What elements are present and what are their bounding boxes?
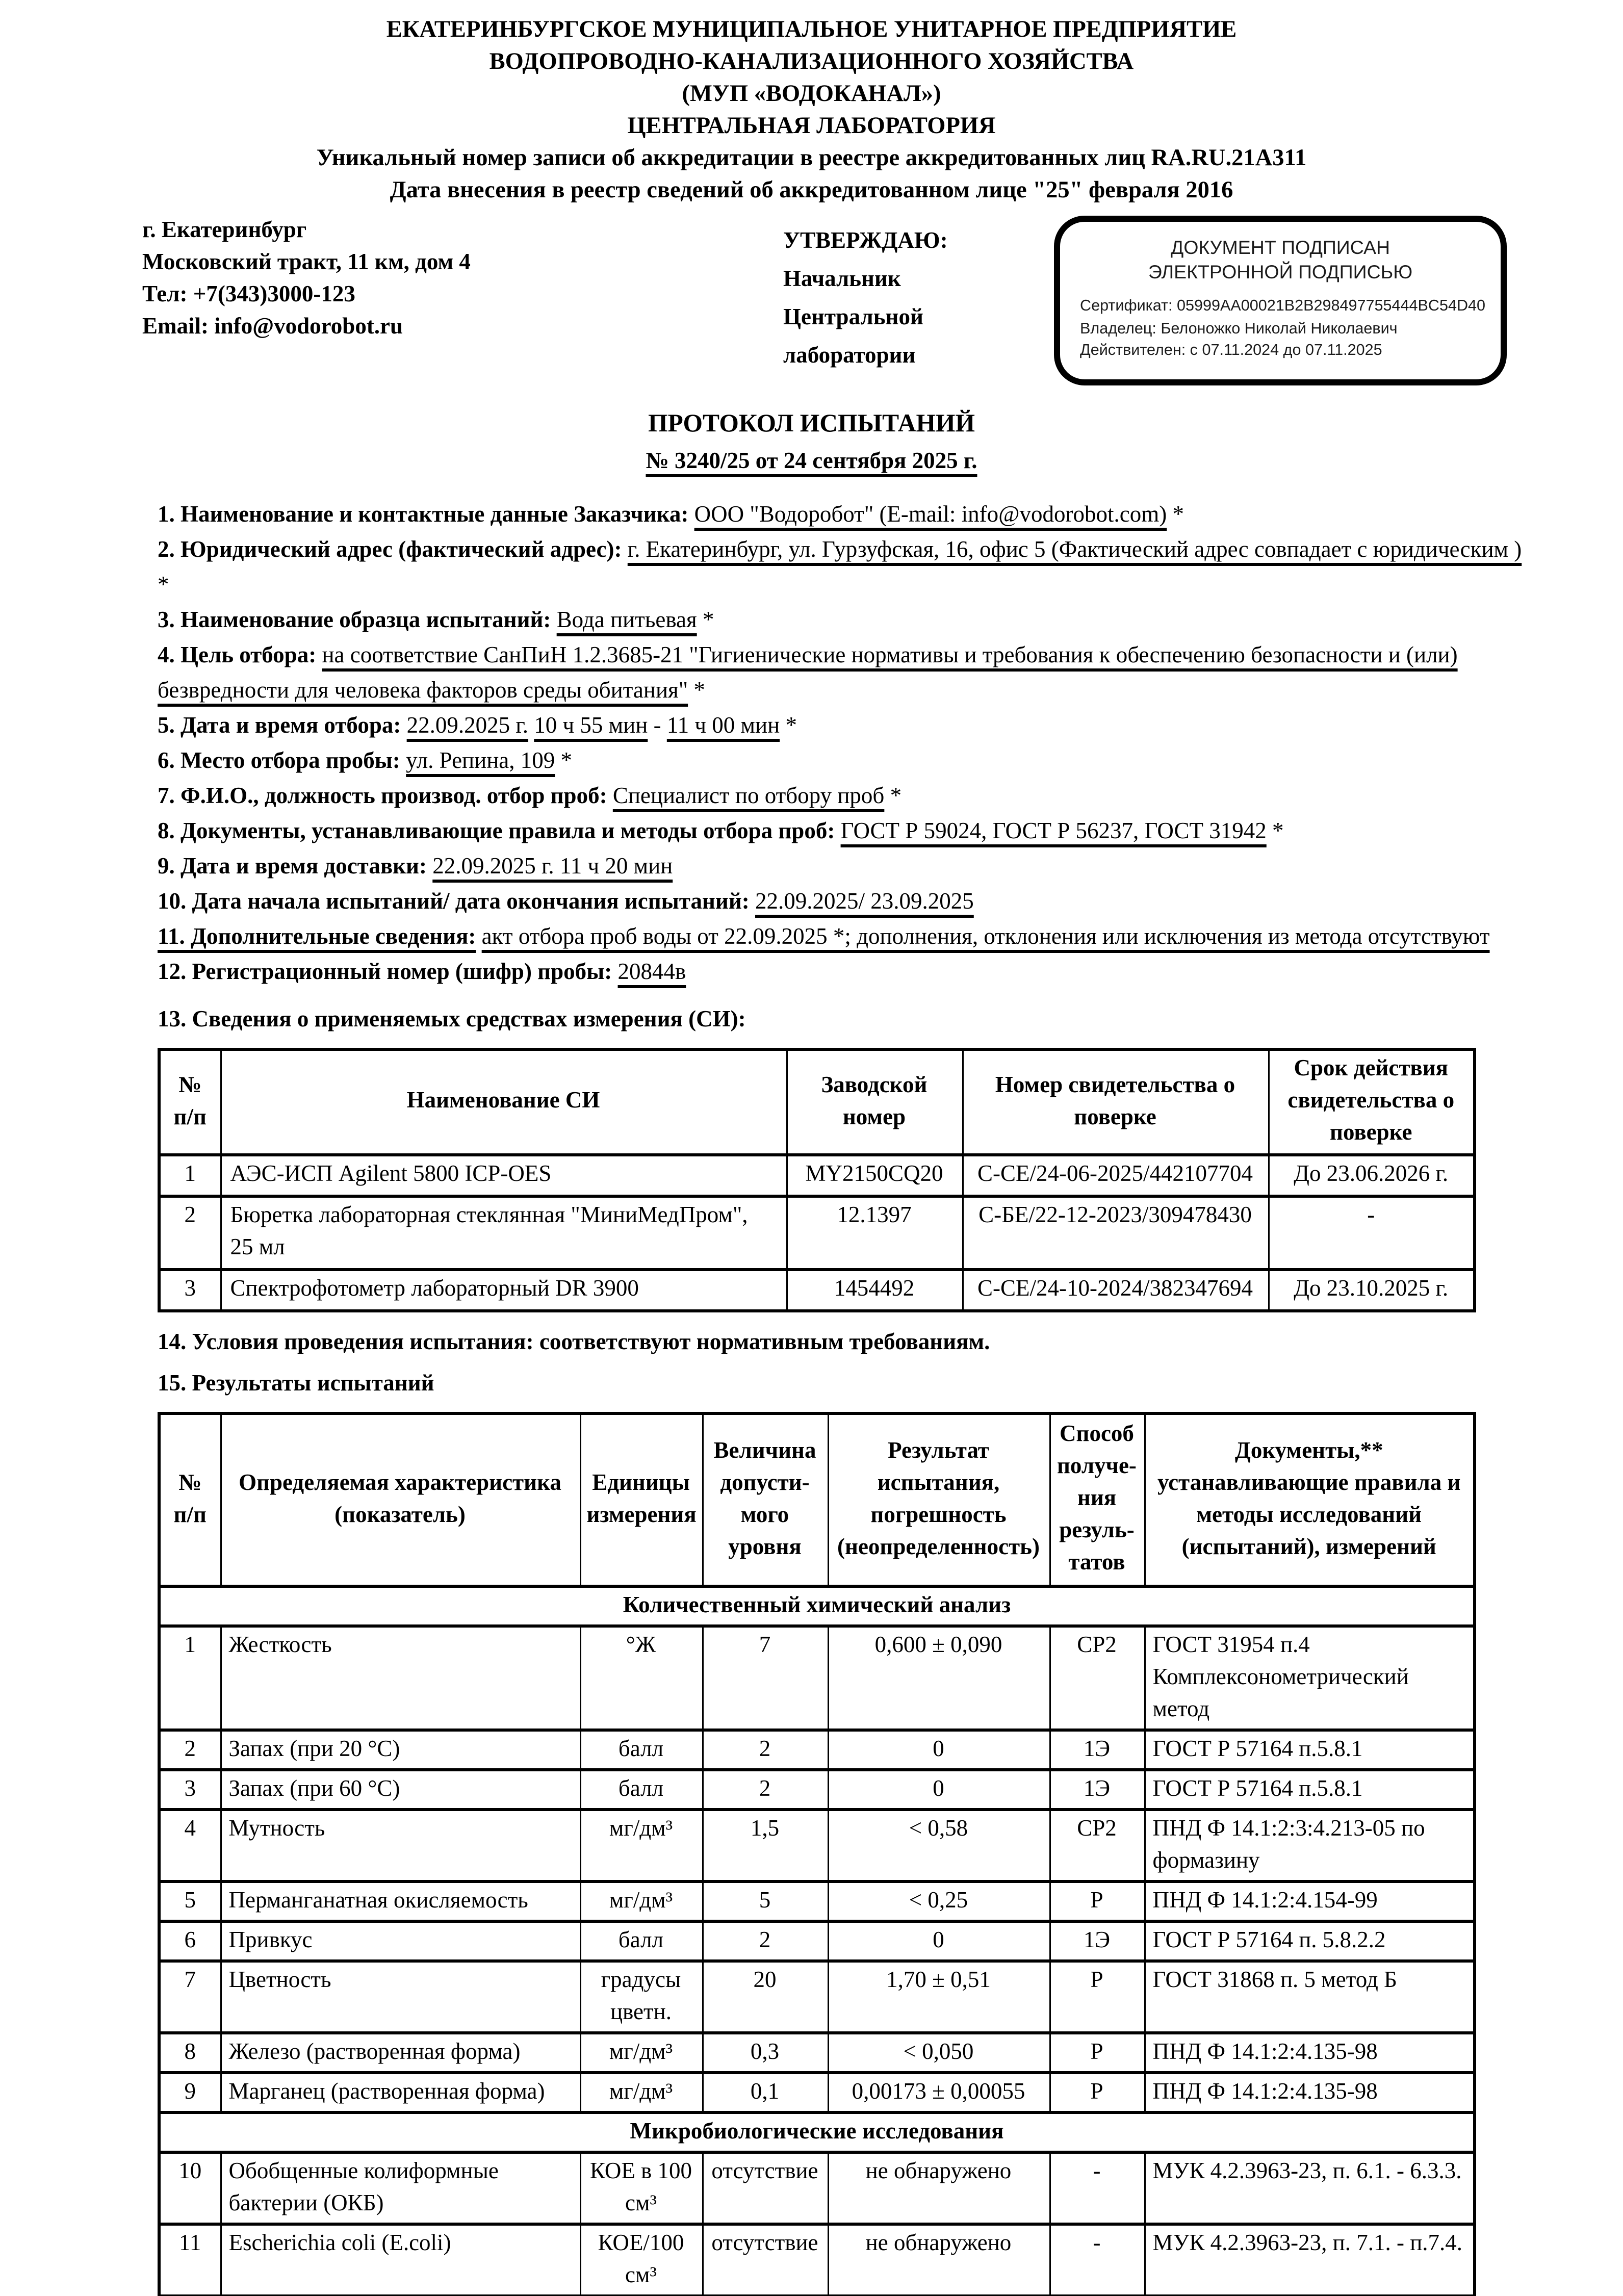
stamp-details [1080,297,1488,364]
table-row [159,1155,1475,1196]
table-section-row [159,1586,1475,1626]
table-row [159,2073,1475,2112]
table-cell: 0 [828,1730,1049,1770]
document-title: ПРОТОКОЛ ИСПЫТАНИЙ [648,408,975,437]
table-cell: Жесткость [220,1626,580,1730]
table-cell: < 0,25 [828,1881,1049,1921]
table-row [159,2224,1475,2296]
table-row [159,1810,1475,1881]
table-cell: ПНД Ф 14.1:2:4.135-98 [1144,2033,1475,2073]
protocol-item-label: 2. Юридический адрес (фактический адрес): [158,538,622,563]
protocol-item-value: * [780,714,797,739]
table-cell: ГОСТ 31868 п. 5 метод Б [1144,1961,1475,2033]
protocol-item-value: 10 ч 55 мин [534,714,648,739]
protocol-item-value: г. Екатеринбург, ул. Гурзуфская, 16, офис 5 (Фактический адрес совпадает с юридическим ) [627,538,1522,563]
protocol-item-value: 20844в [617,961,686,985]
protocol-item-value: ГОСТ Р 59024, ГОСТ Р 56237, ГОСТ 31942 [840,820,1267,844]
table-cell: - [1049,2152,1144,2224]
table-row [159,1196,1475,1270]
table-header-cell: Наименование СИ [220,1049,786,1155]
table-header-row [159,1049,1475,1155]
table-cell: Цветность [220,1961,580,2033]
org-lab-line: ЦЕНТРАЛЬНАЯ ЛАБОРАТОРИЯ [627,113,996,139]
table-cell: отсутствие [702,2152,828,2224]
table-cell: Escherichia coli (E.coli) [220,2224,580,2296]
approval-position: Начальник Центральной лаборатории [783,268,923,369]
table-section-title: Количественный химический анализ [159,1586,1475,1626]
table-cell: 10 [159,2152,220,2224]
table-cell: градусы цветн. [580,1961,702,2033]
table-cell: Перманганатная окисляемость [220,1881,580,1921]
contact-email: Email: info@vodorobot.ru [142,315,403,340]
table-row [159,1270,1475,1311]
table-cell: 1,70 ± 0,51 [828,1961,1049,2033]
table-cell: Р [1049,2073,1144,2112]
stamp-certificate: Сертификат: 05999AA00021B2B298497755444BC54D40 [1080,298,1486,315]
table-cell: 0 [828,1921,1049,1961]
table-cell: 9 [159,2073,220,2112]
stamp-title [1060,236,1501,285]
table-cell: Мутность [220,1810,580,1881]
org-name-line: ЕКАТЕРИНБУРГСКОЕ МУНИЦИПАЛЬНОЕ УНИТАРНОЕ ПРЕДПРИЯТИЕ [386,17,1237,43]
table-cell: С-СЕ/24-06-2025/442107704 [962,1155,1268,1196]
protocol-item-label: 12. Регистрационный номер (шифр) пробы: [158,961,612,985]
protocol-item [158,639,1534,710]
table-cell: С-СЕ/24-10-2024/382347694 [962,1270,1268,1311]
protocol-item-label: 3. Наименование образца испытаний: [158,609,551,633]
protocol-item-label: 5. Дата и время отбора: [158,714,401,739]
table-cell: не обнаружено [828,2152,1049,2224]
top-block [0,207,1623,396]
table-cell: 1 [159,1155,220,1196]
protocol-item-value: * [884,785,902,809]
table-section-row [159,2112,1475,2152]
table-row [159,2033,1475,2073]
protocol-item [158,886,1534,921]
protocol-item [158,921,1534,956]
table-cell: 0,600 ± 0,090 [828,1626,1049,1730]
protocol-item [158,604,1534,639]
table-header-cell: Единицы измерения [580,1413,702,1586]
table-cell: 8 [159,2033,220,2073]
signature-stamp [1054,216,1507,385]
test-results-table [158,1412,1476,2296]
table-cell: отсутствие [702,2224,828,2296]
table-cell: 2 [702,1921,828,1961]
table-cell: Запах (при 60 °С) [220,1770,580,1810]
table-cell: 3 [159,1270,220,1311]
stamp-title-line: ЭЛЕКТРОННОЙ ПОДПИСЬЮ [1148,262,1413,283]
table-cell: ПНД Ф 14.1:2:3:4.213-05 по формазину [1144,1810,1475,1881]
table-cell: 1,5 [702,1810,828,1881]
table-cell: 1Э [1049,1730,1144,1770]
protocol-item-label: 11. Дополнительные сведения: [158,925,476,950]
protocol-item-label: 9. Дата и время доставки: [158,855,427,880]
protocol-item-label: 1. Наименование и контактные данные Заказчика: [158,503,689,528]
table-cell: ПНД Ф 14.1:2:4.154-99 [1144,1881,1475,1921]
table-header-cell: Определяемая характеристика (показатель) [220,1413,580,1586]
table-cell: балл [580,1921,702,1961]
table-cell: МУК 4.2.3963-23, п. 7.1. - п.7.4. [1144,2224,1475,2296]
protocol-item-label: 6. Место отбора пробы: [158,750,400,774]
table-header-cell: № п/п [159,1049,220,1155]
protocol-item-value: 11 ч 00 мин [666,714,780,739]
table-header-cell: Способ получе-ния резуль-татов [1049,1413,1144,1586]
protocol-item-value: Специалист по отбору проб [612,785,885,809]
table-cell: 11 [159,2224,220,2296]
table-cell: 3 [159,1770,220,1810]
table-cell: 1Э [1049,1770,1144,1810]
si-section-label: 13. Сведения о применяемых средствах измерения (СИ): [158,1008,746,1033]
stamp-owner: Владелец: Белоножко Николай Николаевич [1080,320,1398,338]
table-cell: До 23.06.2026 г. [1268,1155,1475,1196]
table-cell: С-БЕ/22-12-2023/309478430 [962,1196,1268,1270]
protocol-item-value: * [1167,503,1184,528]
table-cell: 2 [702,1770,828,1810]
protocol-item-value: акт отбора проб воды от 22.09.2025 *; дополнения, отклонения или исключения из метода отсутствуют [481,925,1490,950]
protocol-item [158,710,1534,745]
table-cell: 2 [159,1730,220,1770]
table-cell: - [1049,2224,1144,2296]
table-cell: Бюретка лабораторная стеклянная "МиниМедПром", 25 мл [220,1196,786,1270]
protocol-item-value: * [555,750,573,774]
protocol-item [158,815,1534,850]
table-header-cell: Заводской номер [786,1049,962,1155]
table-cell: Запах (при 20 °С) [220,1730,580,1770]
protocol-item-value [528,714,534,739]
protocol-item-label: 8. Документы, устанавливающие правила и методы отбора проб: [158,820,835,844]
table-cell: ГОСТ Р 57164 п.5.8.1 [1144,1770,1475,1810]
protocol-item [158,956,1534,991]
contact-phone: Тел: +7(343)3000-123 [142,283,355,307]
protocol-item-value: ул. Репина, 109 [406,750,555,774]
table-header-cell: № п/п [159,1413,220,1586]
protocol-item-label: 10. Дата начала испытаний/ дата окончания испытаний: [158,890,750,915]
table-header-cell: Результат испытания, погрешность (неопределенность) [828,1413,1049,1586]
protocol-item-label: 7. Ф.И.О., должность производ. отбор проб: [158,785,607,809]
table-row [159,1626,1475,1730]
table-cell: < 0,050 [828,2033,1049,2073]
table-cell: - [1268,1196,1475,1270]
table-header-cell: Срок действия свидетельства о поверке [1268,1049,1475,1155]
protocol-item-value: ООО "Водоробот" (E-mail: info@vodorobot.com) [694,503,1167,528]
table-header-cell: Величина допусти-мого уровня [702,1413,828,1586]
protocol-item [158,534,1534,604]
protocol-item-value: 22.09.2025 г. 11 ч 20 мин [432,855,673,880]
protocol-item-value: * [697,609,714,633]
table-cell: 6 [159,1921,220,1961]
table-row [159,1770,1475,1810]
org-header [0,0,1623,207]
table-cell: Р [1049,1961,1144,2033]
table-cell: 0,1 [702,2073,828,2112]
table-cell: 1454492 [786,1270,962,1311]
table-cell: МУК 4.2.3963-23, п. 6.1. - 6.3.3. [1144,2152,1475,2224]
contact-city: г. Екатеринбург [142,219,307,243]
table-cell: ПНД Ф 14.1:2:4.135-98 [1144,2073,1475,2112]
results-section-label: 15. Результаты испытаний [158,1372,434,1397]
table-cell: 7 [702,1626,828,1730]
approval-label: УТВЕРЖДАЮ: [783,229,948,254]
table-cell: 2 [159,1196,220,1270]
protocol-item [158,745,1534,780]
table-cell: ГОСТ Р 57164 п. 5.8.2.2 [1144,1921,1475,1961]
protocol-item-value: 22.09.2025/ 23.09.2025 [755,890,974,915]
table-row [159,2152,1475,2224]
registry-date-line: Дата внесения в реестр сведений об аккредитованном лице "25" февраля 2016 [390,177,1233,203]
table-cell: 20 [702,1961,828,2033]
protocol-item-value: * [158,574,169,598]
protocol-item-value: - [648,714,667,739]
contact-block [142,216,471,344]
document-number-line: № 3240/25 от 24 сентября 2025 г. [646,450,977,474]
table-cell: 1Э [1049,1921,1144,1961]
org-name-line: ВОДОПРОВОДНО-КАНАЛИЗАЦИОННОГО ХОЗЯЙСТВА [489,49,1134,75]
table-cell: Р [1049,1881,1144,1921]
protocol-item-label: 4. Цель отбора: [158,644,317,668]
protocol-item-value: * [688,679,705,704]
table-cell: балл [580,1730,702,1770]
conditions-line: 14. Условия проведения испытания: соответствуют нормативным требованиям. [158,1331,990,1355]
measuring-instruments-table [158,1048,1476,1312]
table-cell: 5 [702,1881,828,1921]
contact-address: Московский тракт, 11 км, дом 4 [142,251,471,275]
table-row [159,1921,1475,1961]
table-cell: °Ж [580,1626,702,1730]
table-cell: 0,3 [702,2033,828,2073]
table-row [159,1961,1475,2033]
accreditation-number-line: Уникальный номер записи об аккредитации в реестре аккредитованных лиц RA.RU.21А311 [316,145,1307,171]
approval-block [783,223,1046,376]
table-cell: Р [1049,2033,1144,2073]
table-row [159,1730,1475,1770]
table-cell: ГОСТ Р 57164 п.5.8.1 [1144,1730,1475,1770]
protocol-item-value: на соответствие СанПиН 1.2.3685-21 "Гигиенические нормативы и требования к обеспечению безопасности и (или) безвредности для человека факторов среды обитания" [158,644,1458,704]
table-cell: Спектрофотометр лабораторный DR 3900 [220,1270,786,1311]
table-cell: 7 [159,1961,220,2033]
table-header-cell: Документы,** устанавливающие правила и методы исследований (испытаний), измерений [1144,1413,1475,1586]
table-cell: АЭС-ИСП Agilent 5800 ICP-OES [220,1155,786,1196]
table-cell: 12.1397 [786,1196,962,1270]
protocol-item [158,499,1534,534]
table-cell: мг/дм³ [580,2073,702,2112]
table-cell: СР2 [1049,1810,1144,1881]
table-cell: мг/дм³ [580,1881,702,1921]
protocol-item-value: Вода питьевая [556,609,697,633]
table-cell: СР2 [1049,1626,1144,1730]
protocol-item [158,850,1534,886]
table-cell: 5 [159,1881,220,1921]
table-cell: 2 [702,1730,828,1770]
org-name-line: (МУП «ВОДОКАНАЛ») [682,81,941,107]
table-cell: 1 [159,1626,220,1730]
table-cell: мг/дм³ [580,1810,702,1881]
protocol-item [158,780,1534,815]
table-cell: Привкус [220,1921,580,1961]
protocol-item-value: * [1266,820,1284,844]
table-cell: Марганец (растворенная форма) [220,2073,580,2112]
protocol-item-value: 22.09.2025 г. [406,714,529,739]
items-list [158,499,1534,991]
table-row [159,1881,1475,1921]
stamp-validity: Действителен: с 07.11.2024 до 07.11.2025 [1080,343,1382,359]
table-cell: Железо (растворенная форма) [220,2033,580,2073]
table-cell: ГОСТ 31954 п.4 Комплексонометрический метод [1144,1626,1475,1730]
table-cell: мг/дм³ [580,2033,702,2073]
table-cell: 0,00173 ± 0,00055 [828,2073,1049,2112]
table-cell: КОЕ в 100 см³ [580,2152,702,2224]
table-cell: КОЕ/100 см³ [580,2224,702,2296]
table-cell: До 23.10.2025 г. [1268,1270,1475,1311]
table-cell: 4 [159,1810,220,1881]
table-cell: MY2150CQ20 [786,1155,962,1196]
table-cell: Обобщенные колиформные бактерии (ОКБ) [220,2152,580,2224]
table-cell: < 0,58 [828,1810,1049,1881]
table-header-cell: Номер свидетельства о поверке [962,1049,1268,1155]
table-section-title: Микробиологические исследования [159,2112,1475,2152]
stamp-title-line: ДОКУМЕНТ ПОДПИСАН [1170,237,1390,259]
table-header-row [159,1413,1475,1586]
table-cell: 0 [828,1770,1049,1810]
table-cell: балл [580,1770,702,1810]
table-cell: не обнаружено [828,2224,1049,2296]
